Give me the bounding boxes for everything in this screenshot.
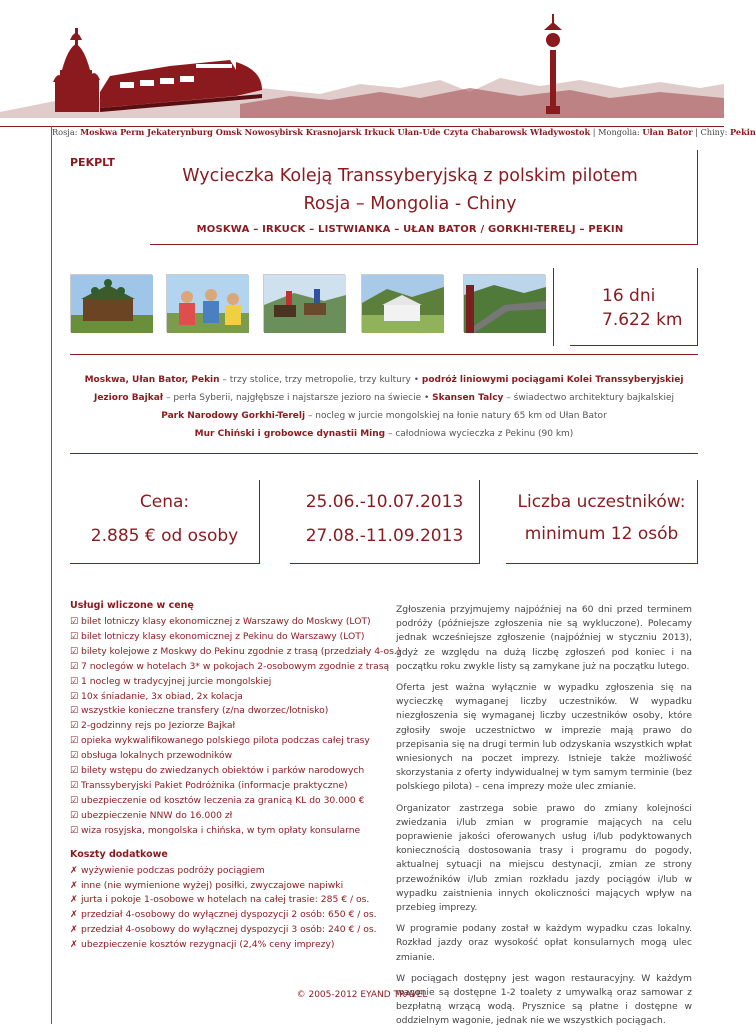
services-column xyxy=(70,600,401,953)
header-banner xyxy=(0,0,724,126)
checkbox-checked-icon: ☑ xyxy=(70,660,79,672)
list-item-text: ubezpieczenie kosztów rezygnacji (2,4% ceny imprezy) xyxy=(81,939,335,951)
checkbox-checked-icon: ☑ xyxy=(70,645,79,657)
duration-box xyxy=(570,268,698,346)
photo-yurt xyxy=(361,274,443,332)
list-item-text: 10x śniadanie, 3x obiad, 2x kolacja xyxy=(81,690,243,702)
dates-box xyxy=(290,480,480,564)
cross-icon: ✗ xyxy=(70,864,78,876)
route-russia: Moskwa Perm Jekaterynburg Omsk Nowosybirsk Krasnojarsk Irkuck Ułan-Ude Czyta Chabarowsk Władywostok xyxy=(80,127,591,137)
list-item xyxy=(70,660,390,675)
route-mongolia: Ułan Bator xyxy=(642,127,693,137)
route-china: Pekin xyxy=(729,127,756,137)
duration-separator xyxy=(553,268,554,346)
list-item-text: opieka wykwalifikowanego polskiego pilota podczas całej trasy xyxy=(81,735,370,747)
list-item-text: przedział 4-osobowy do wyłącznej dyspozycji 3 osób: 240 € / os. xyxy=(81,924,377,936)
included-title: Usługi wliczone w cenę xyxy=(70,600,194,611)
list-item-text: bilet lotniczy klasy ekonomicznej z Pekinu do Warszawy (LOT) xyxy=(81,630,365,642)
list-item xyxy=(70,908,377,923)
list-item-text: przedział 4-osobowy do wyłącznej dyspozycji 2 osób: 650 € / os. xyxy=(81,909,377,921)
highlight-bold: podróż liniowymi pociągami Kolei Transsyberyjskiej xyxy=(421,375,684,385)
list-item xyxy=(70,923,377,938)
route-bar xyxy=(0,126,756,138)
list-item xyxy=(70,749,370,764)
list-item xyxy=(70,645,401,660)
participants-label: Liczba uczestników: xyxy=(517,492,686,512)
list-item-text: jurta i pokoje 1-osobowe w hotelach na całej trasie: 285 € / os. xyxy=(81,894,370,906)
page-subtitle: Rosja – Mongolia - Chiny xyxy=(303,194,517,214)
list-item-text: wiza rosyjska, mongolska i chińska, w tym opłaty konsularne xyxy=(81,824,361,836)
highlight-line xyxy=(70,429,698,439)
highlight-bold: Moskwa, Ułan Bator, Pekin xyxy=(84,375,220,385)
duration-distance: 7.622 km xyxy=(602,310,683,330)
cross-icon: ✗ xyxy=(70,909,78,921)
terms-column xyxy=(396,603,692,1036)
terms-paragraph: Oferta jest ważna wyłącznie w wypadku zgłoszenia się na wycieczkę wymaganej liczby uczestników. W wypadku niezgłoszenia się wymaganej liczby uczestników osoby, które zgłosiły swoje uczestnictwo w imprezie mają prawo do przepisania się na drugi termin lub odzyskania wszystkich wpłat wniesionych na poczet imprezy. Istnieje także możliwość skorzystania z oferty indywidualnej w tym samym terminie (bez polskiego pilota) – cena imprezy może ulec zmianie. xyxy=(396,682,692,793)
date-term-1: 25.06.-10.07.2013 xyxy=(305,492,464,512)
terms-paragraph: Zgłoszenia przyjmujemy najpóźniej na 60 dni przed terminem podróży (późniejsze zgłoszenia nie są wykluczone). Polecamy jednak wcześniejsze zgłoszenie (najpóźniej w styczniu 2013), gdyż ze względu na dużą liczbę zgłoszeń pod koniec i na początku roku zwykle listy są zamykane już na początku lutego. xyxy=(396,604,692,672)
list-item-text: wyżywienie podczas podróży pociągiem xyxy=(81,864,265,876)
price-value: 2.885 € od osoby xyxy=(90,526,239,546)
title-box xyxy=(150,150,698,245)
tour-route: MOSKWA – IRKUCK – LISTWIANKA – UŁAN BATOR / GORKHI-TERELJ – PEKIN xyxy=(196,224,624,235)
checkbox-checked-icon: ☑ xyxy=(70,765,79,777)
highlight-bold: Jezioro Bajkał xyxy=(93,393,164,403)
highlight-text: – całodniowa wycieczka z Pekinu (90 km) xyxy=(385,429,574,439)
highlight-line xyxy=(70,411,698,421)
route-sep-china: | Chiny: xyxy=(692,127,730,137)
cross-icon: ✗ xyxy=(70,879,78,891)
tour-code: PEKPLT xyxy=(70,156,115,169)
list-item-text: wszystkie konieczne transfery (z/na dworzec/lotnisko) xyxy=(81,705,329,717)
list-item-text: ubezpieczenie od kosztów leczenia za granicą KL do 30.000 € xyxy=(81,794,365,806)
list-item xyxy=(70,719,370,734)
cross-icon: ✗ xyxy=(70,924,78,936)
terms-paragraph: W programie podany został w każdym wypadku czas lokalny. Rozkład jazdy oraz wysokość opłat konsularnych mogą ulec zmianie. xyxy=(396,923,692,963)
list-item-text: bilety kolejowe z Moskwy do Pekinu zgodnie z trasą (przedziały 4-os.) xyxy=(81,645,401,657)
checkbox-checked-icon: ☑ xyxy=(70,616,79,627)
cross-icon: ✗ xyxy=(70,894,78,906)
extra-list xyxy=(70,864,377,953)
left-rule xyxy=(51,126,52,1024)
highlight-text: – świadectwo architektury bajkalskiej xyxy=(503,393,674,403)
highlight-text: – perła Syberii, najgłębsze i najstarsze jezioro na świecie • xyxy=(163,393,433,403)
list-item-text: inne (nie wymienione wyżej) posiłki, zwyczajowe napiwki xyxy=(81,879,344,891)
list-item xyxy=(70,779,370,794)
page-title: Wycieczka Koleją Transsyberyjską z polskim pilotem xyxy=(182,166,638,186)
list-item-text: obsługa lokalnych przewodników xyxy=(81,750,233,762)
participants-value: minimum 12 osób xyxy=(524,524,679,544)
checkbox-checked-icon: ☑ xyxy=(70,720,79,732)
list-item-text: Transsyberyjski Pakiet Podróżnika (informacje praktyczne) xyxy=(81,779,348,791)
footer-copyright: © 2005-2012 EYAND TRAVEL xyxy=(296,990,428,1000)
route-prefix: Rosja: xyxy=(52,127,78,137)
price-box xyxy=(70,480,260,564)
list-item xyxy=(70,734,370,749)
list-item xyxy=(70,794,370,809)
route-sep-mongolia: | Mongolia: xyxy=(590,127,643,137)
list-item-text: ubezpieczenie NNW do 16.000 zł xyxy=(81,809,233,821)
checkbox-checked-icon: ☑ xyxy=(70,735,79,747)
list-item xyxy=(70,630,370,645)
participants-box xyxy=(506,480,698,564)
checkbox-checked-icon: ☑ xyxy=(70,675,79,687)
extra-title: Koszty dodatkowe xyxy=(70,848,168,860)
list-item-text: bilety wstępu do zwiedzanych obiektów i parków narodowych xyxy=(81,765,365,777)
list-item-text: 1 nocleg w tradycyjnej jurcie mongolskiej xyxy=(81,675,272,687)
checkbox-checked-icon: ☑ xyxy=(70,630,79,642)
list-item xyxy=(70,704,370,719)
cross-icon: ✗ xyxy=(70,939,78,951)
highlight-bold: Skansen Talcy xyxy=(432,393,504,403)
highlight-text: – nocleg w jurcie mongolskiej na łonie natury 65 km od Ułan Bator xyxy=(305,411,607,421)
list-item xyxy=(70,690,370,705)
duration-days: 16 dni xyxy=(602,286,656,306)
photo-wooden-church xyxy=(70,274,152,332)
checkbox-checked-icon: ☑ xyxy=(70,750,79,762)
checkbox-checked-icon: ☑ xyxy=(70,705,79,717)
list-item xyxy=(70,893,370,908)
list-item xyxy=(70,824,370,839)
list-item-text: bilet lotniczy klasy ekonomicznej z Warszawy do Moskwy (LOT) xyxy=(81,616,371,627)
list-item-text: 2-godzinny rejs po Jeziorze Bajkał xyxy=(81,720,236,732)
list-item xyxy=(70,615,370,630)
list-item xyxy=(70,675,370,690)
list-item xyxy=(70,938,370,953)
list-item xyxy=(70,809,370,824)
terms-paragraph: Organizator zastrzega sobie prawo do zmiany kolejności zwiedzania i/lub zmian w programie mających na celu poprawienie jakości oferowanych usług i/lub podyktowanych koniecznością dostosowania trasy i programu do pogody, aktualnej sytuacji na miejscu destynacji, zmian ze strony przewoźników i/lub zmian rozkładu jazdy pociągów i/lub w wypadku zaistnienia innych okoliczności mających wpływ na przebieg imprezy. xyxy=(396,802,692,914)
price-label: Cena: xyxy=(139,492,190,512)
checkbox-checked-icon: ☑ xyxy=(70,824,79,836)
checkbox-checked-icon: ☑ xyxy=(70,690,79,702)
highlight-bold: Mur Chiński i grobowce dynastii Ming xyxy=(194,429,386,439)
terms-paragraph: W pociągach dostępny jest wagon restauracyjny. W każdym wagonie są dostępne 1-2 toalety z umywalką oraz samowar z bezpłatną wrzącą wodą. Prysznice są płatne i dostępne w oddzielnym wagonie, jednak nie we wszystkich pociągach. xyxy=(396,972,692,1027)
list-item xyxy=(70,879,370,894)
checkbox-checked-icon: ☑ xyxy=(70,779,79,791)
checkbox-checked-icon: ☑ xyxy=(70,794,79,806)
photo-train-railway xyxy=(463,274,545,332)
highlight-line xyxy=(70,375,698,385)
highlight-line xyxy=(70,393,698,403)
highlight-bold: Park Narodowy Gorkhi-Terelj xyxy=(161,411,306,421)
highlight-text: – trzy stolice, trzy metropolie, trzy kultury • xyxy=(219,375,422,385)
list-item-text: 7 noclegów w hotelach 3* w pokojach 2-osobowym zgodnie z trasą xyxy=(81,660,390,672)
list-item xyxy=(70,864,370,879)
checkbox-checked-icon: ☑ xyxy=(70,809,79,821)
train-kremlin-illustration xyxy=(0,0,724,126)
included-list xyxy=(70,615,401,839)
date-term-2: 27.08.-11.09.2013 xyxy=(305,526,464,546)
highlights-box xyxy=(70,354,698,454)
photo-horse-riders xyxy=(263,274,345,332)
list-item xyxy=(70,764,370,779)
photo-tourists xyxy=(166,274,248,332)
